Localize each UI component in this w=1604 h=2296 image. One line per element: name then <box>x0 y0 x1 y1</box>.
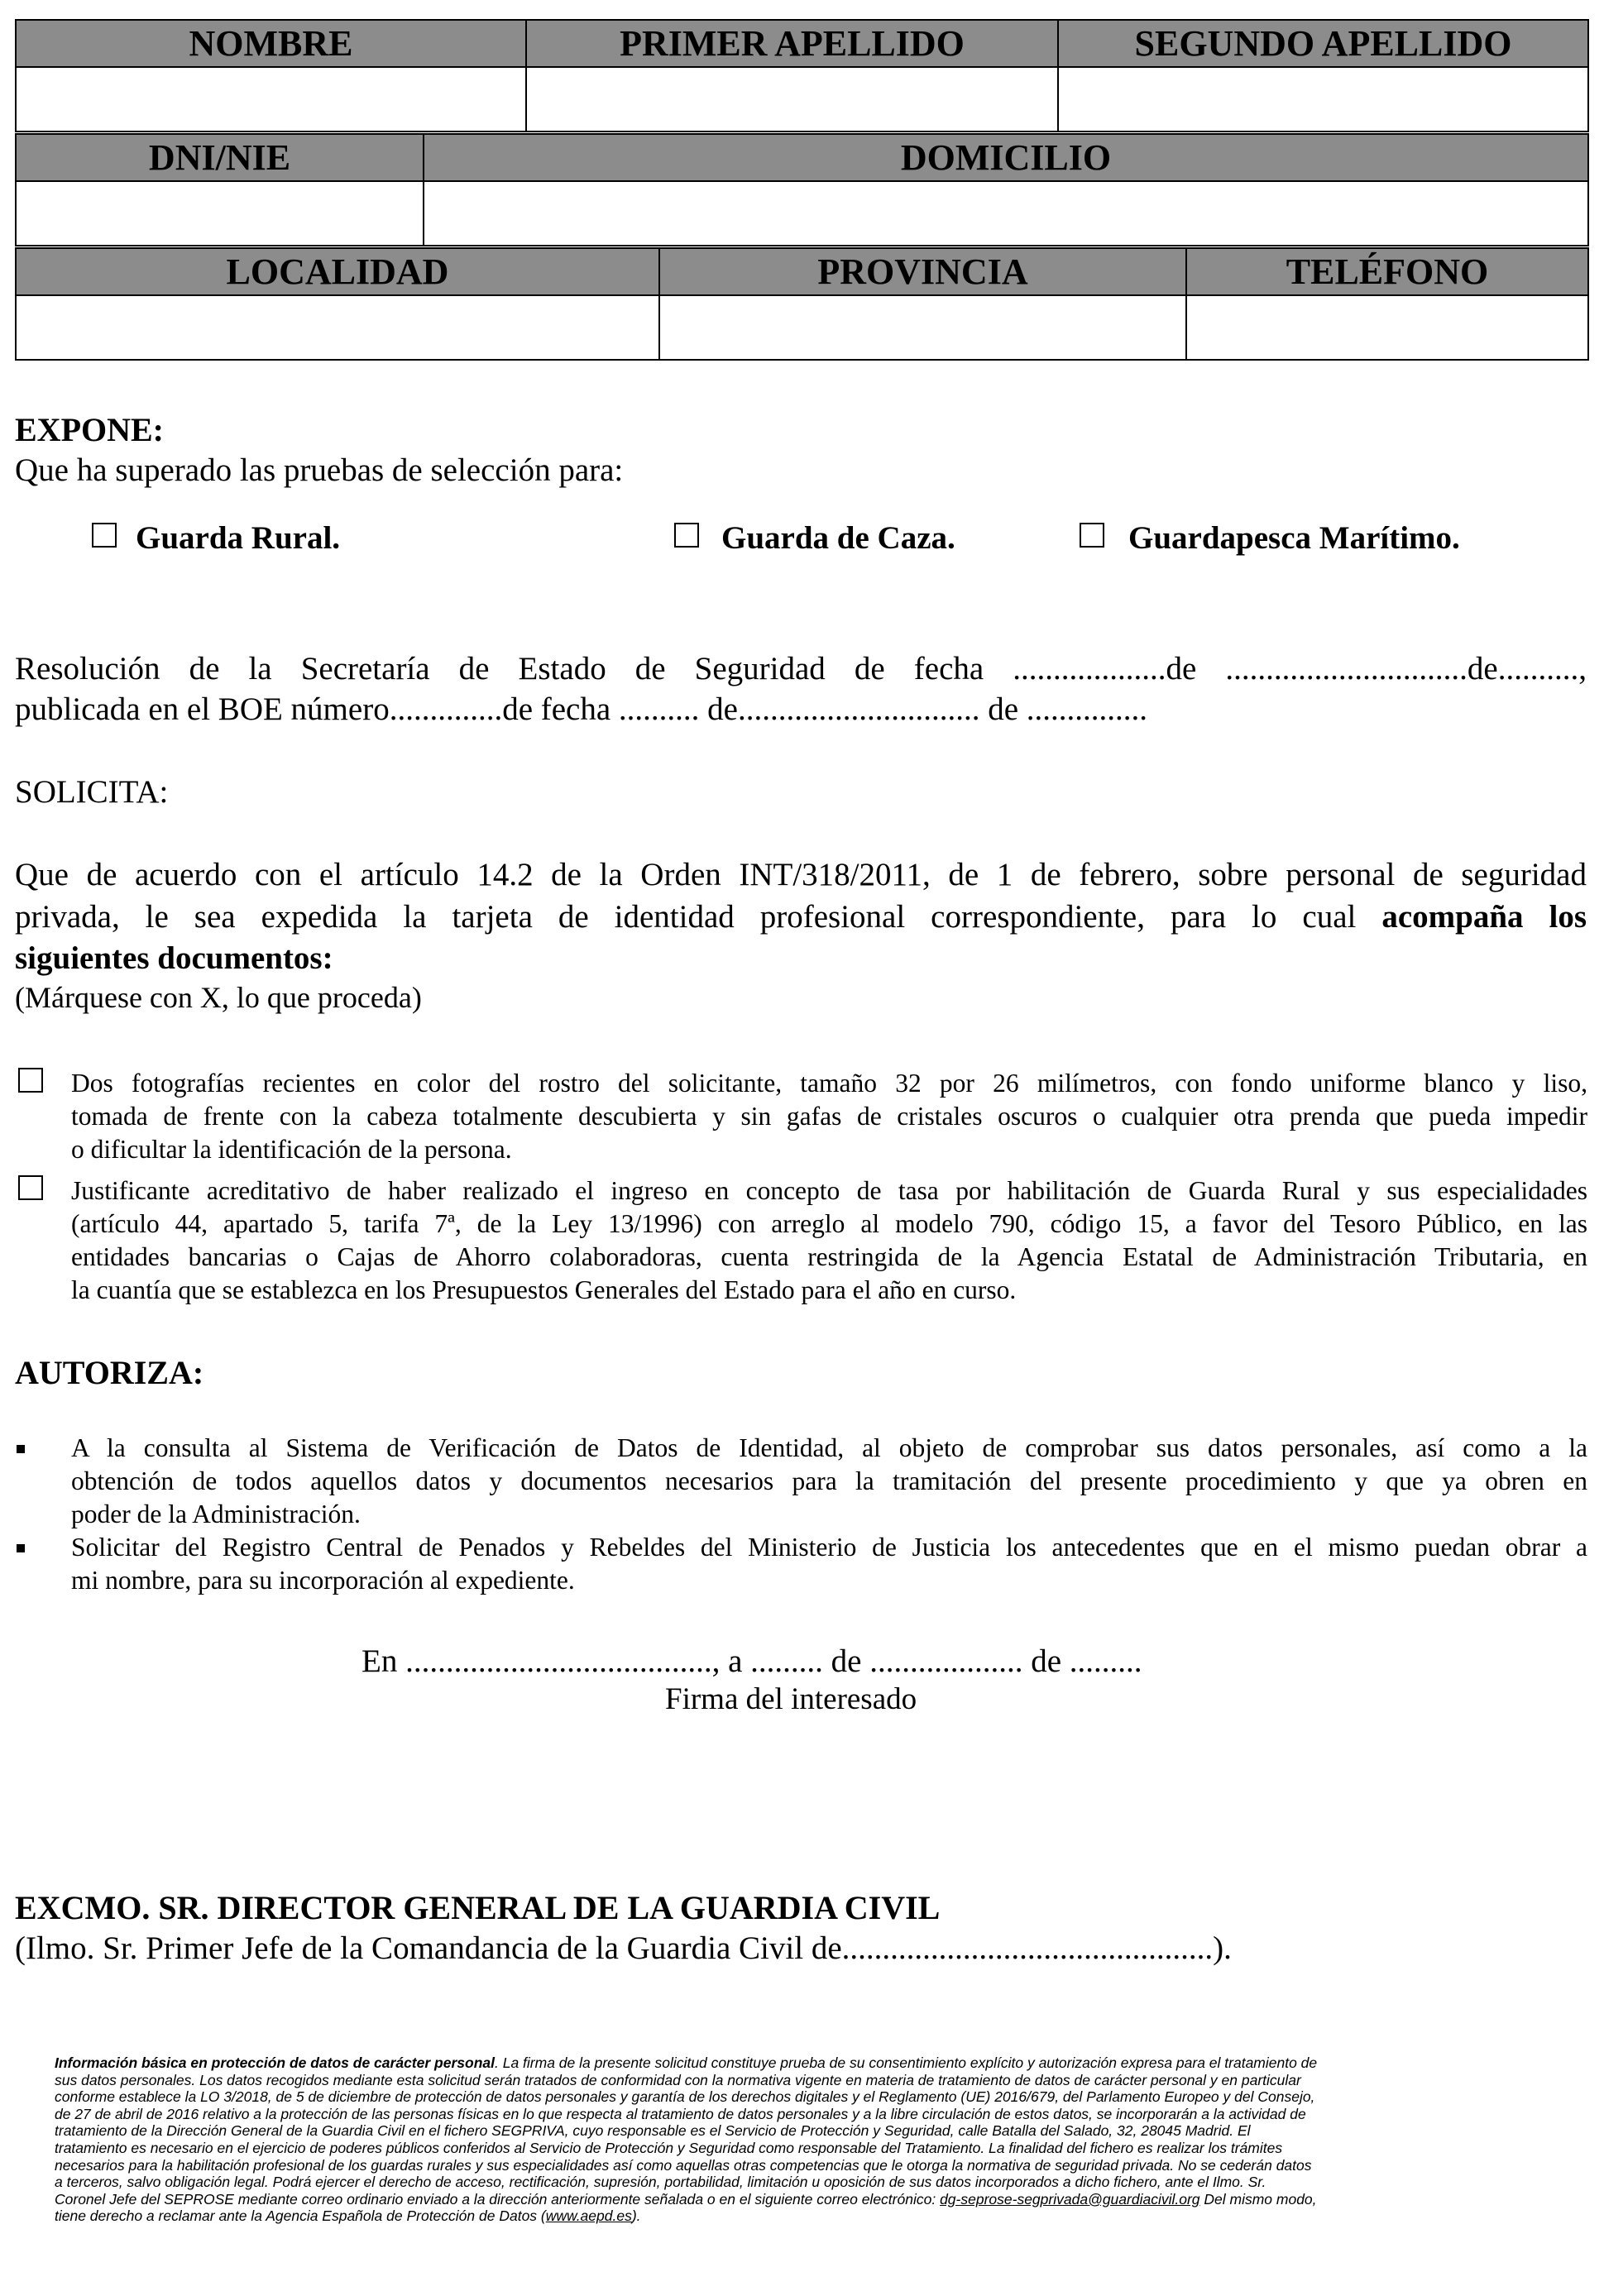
autoriza-heading: AUTORIZA: <box>15 1354 204 1391</box>
nombre-cell <box>16 67 526 132</box>
aepd-link[interactable]: www.aepd.es <box>545 2208 632 2225</box>
doc1-line-3: o dificultar la identificación de la persona. <box>71 1135 512 1164</box>
notice-line-5: tratamiento de la Dirección General de la Guardia Civil en el fichero SEGPRIVA, cuyo responsable es el Servicio de Protección y Seguridad, calle Batalla del Salado, 32, 28045 Madrid. El <box>55 2122 1251 2140</box>
telefono-field[interactable] <box>1187 296 1587 359</box>
primer-apellido-field[interactable] <box>527 68 1057 131</box>
notice-line-9 <box>55 2191 1587 2208</box>
notice-line-1 <box>55 2054 1587 2072</box>
dni-field[interactable] <box>17 182 423 245</box>
resolucion-line-2: publicada en el BOE número..............de fecha .......... de.............................. de ............... <box>15 691 1148 727</box>
localidad-header: LOCALIDAD <box>16 248 659 295</box>
guarda-caza-checkbox[interactable] <box>674 523 699 548</box>
notice-line-8: a terceros, salvo obligación legal. Podrá ejercer el derecho de acceso, rectificación, supresión, portabilidad, limitación u oposición de sus datos incorporados a dicho fichero, ante el Ilmo. Sr. <box>55 2174 1266 2191</box>
doc2-line-4: la cuantía que se establezca en los Presupuestos Generales del Estado para el año en curso. <box>71 1275 1017 1304</box>
acompana-bold: acompaña los <box>1381 899 1587 935</box>
notice-line-1-text: . La firma de la presente solicitud constituye prueba de su consentimiento explícito y autorización expresa para el tratamiento de <box>494 2054 1318 2071</box>
destinatario-line-1: EXCMO. SR. DIRECTOR GENERAL DE LA GUARDIA CIVIL <box>15 1889 941 1926</box>
solicita-line-2 <box>15 898 1587 936</box>
telefono-header: TELÉFONO <box>1186 248 1588 295</box>
guardapesca-label: Guardapesca Marítimo. <box>1128 520 1460 556</box>
autoriza-item2-line-1: Solicitar del Registro Central de Penados y Rebeldes del Ministerio de Justicia los antecedentes que en el mismo puedan obrar a <box>71 1533 1587 1562</box>
solicita-heading: SOLICITA: <box>15 774 169 810</box>
autoriza-item1-line-1: A la consulta al Sistema de Verificación de Datos de Identidad, al objeto de comprobar sus datos personales, así como a la <box>71 1433 1587 1462</box>
telefono-cell <box>1186 295 1588 360</box>
siguientes-documentos: siguientes documentos: <box>15 940 333 976</box>
doc1-line-1: Dos fotografías recientes en color del rostro del solicitante, tamaño 32 por 26 milímetros, con fondo uniforme blanco y liso, <box>71 1069 1587 1098</box>
guarda-rural-checkbox[interactable] <box>92 523 117 548</box>
provincia-cell <box>659 295 1186 360</box>
email-link[interactable]: dg-seprose-segprivada@guardiacivil.org <box>940 2190 1200 2208</box>
segundo-apellido-cell <box>1058 67 1588 132</box>
doc2-line-1: Justificante acreditativo de haber realizado el ingreso en concepto de tasa por habilitación de Guarda Rural y sus especialidades <box>71 1176 1587 1205</box>
fotografias-checkbox[interactable] <box>18 1068 43 1093</box>
segundo-apellido-field[interactable] <box>1059 68 1587 131</box>
dni-header: DNI/NIE <box>16 134 424 181</box>
autoriza-item1-line-3: poder de la Administración. <box>71 1500 361 1528</box>
guarda-caza-label: Guarda de Caza. <box>721 520 955 556</box>
primer-apellido-cell <box>526 67 1058 132</box>
doc2-line-3: entidades bancarias o Cajas de Ahorro colaboradoras, cuenta restringida de la Agencia Estatal de Administración Tributaria, en <box>71 1242 1587 1271</box>
primer-apellido-header: PRIMER APELLIDO <box>526 20 1058 67</box>
localidad-field[interactable] <box>17 296 658 359</box>
notice-line-10-end: ). <box>631 2208 641 2225</box>
notice-title: Información básica en protección de datos de carácter personal <box>55 2054 495 2071</box>
data-protection-notice <box>55 2054 1587 2225</box>
notice-line-10 <box>55 2208 1587 2225</box>
domicilio-cell <box>424 181 1588 246</box>
domicilio-header: DOMICILIO <box>424 134 1588 181</box>
guardapesca-checkbox[interactable] <box>1080 523 1104 548</box>
notice-line-3: conforme establece la LO 3/2018, de 5 de diciembre de protección de datos personales y garantía de los derechos digitales y el Reglamento (UE) 2016/679, del Parlamento Europeo y del Consejo, <box>55 2088 1315 2106</box>
fecha-lugar-line: En ......................................, a ......... de ................... de ......... <box>361 1643 1142 1679</box>
resolucion-line-1: Resolución de la Secretaría de Estado de Seguridad de fecha ...................de ..............................de.........., <box>15 651 1587 686</box>
bullet-icon <box>17 1445 25 1453</box>
notice-line-10-text: tiene derecho a reclamar ante la Agencia Española de Protección de Datos ( <box>55 2208 546 2225</box>
firma-label: Firma del interesado <box>665 1682 917 1716</box>
localidad-cell <box>16 295 659 360</box>
provincia-header: PROVINCIA <box>659 248 1186 295</box>
autoriza-item1-line-2: obtención de todos aquellos datos y documentos necesarios para la tramitación del presente procedimiento y que ya obren en <box>71 1466 1587 1495</box>
notice-line-9-text: Coronel Jefe del SEPROSE mediante correo ordinario enviado a la dirección anteriormente señalada o en el siguiente correo electrónico: <box>55 2190 941 2208</box>
personal-data-table-row3 <box>15 247 1589 361</box>
personal-data-table-row1 <box>15 19 1589 132</box>
justificante-checkbox[interactable] <box>18 1175 43 1200</box>
autoriza-item2-line-2: mi nombre, para su incorporación al expediente. <box>71 1566 575 1595</box>
notice-line-9-end: Del mismo modo, <box>1199 2190 1317 2208</box>
personal-data-table-row2 <box>15 133 1589 246</box>
dni-cell <box>16 181 424 246</box>
nombre-field[interactable] <box>17 68 525 131</box>
guarda-rural-label: Guarda Rural. <box>136 520 341 556</box>
solicita-line-1: Que de acuerdo con el artículo 14.2 de la Orden INT/318/2011, de 1 de febrero, sobre personal de seguridad <box>15 857 1587 892</box>
doc2-line-2: (artículo 44, apartado 5, tarifa 7ª, de la Ley 13/1996) con arreglo al modelo 790, código 15, a favor del Tesoro Público, en las <box>71 1209 1587 1238</box>
notice-line-6: tratamiento es necesario en el ejercicio de poderes públicos conferidos al Servicio de Protección y Seguridad como responsable del Tratamiento. La finalidad del fichero es realizar los trámites <box>55 2139 1283 2156</box>
domicilio-field[interactable] <box>424 182 1587 245</box>
notice-line-2: sus datos personales. Los datos recogidos mediante esta solicitud serán tratados de conformidad con la normativa vigente en materia de tratamiento de datos de carácter personal y en particular <box>55 2071 1301 2088</box>
solicita-line-2-text: privada, le sea expedida la tarjeta de identidad profesional correspondiente, para lo cual <box>15 899 1382 935</box>
expone-heading: EXPONE: <box>15 411 164 448</box>
provincia-field[interactable] <box>660 296 1185 359</box>
destinatario-line-2: (Ilmo. Sr. Primer Jefe de la Comandancia de la Guardia Civil de..............................................). <box>15 1930 1232 1966</box>
nombre-header: NOMBRE <box>16 20 526 67</box>
notice-line-7: necesarios para la habilitación profesional de los guardas rurales y sus especialidades así como aquellas otras competencias que le otorga la normativa de seguridad privada. No se cederán datos <box>55 2156 1312 2174</box>
segundo-apellido-header: SEGUNDO APELLIDO <box>1058 20 1588 67</box>
bullet-icon <box>17 1544 25 1552</box>
notice-line-4: de 27 de abril de 2016 relativo a la protección de las personas físicas en lo que respecta al tratamiento de datos personales y a la libre circulación de estos datos, se incorporarán a la actividad de <box>55 2105 1306 2122</box>
marquese-note: (Márquese con X, lo que proceda) <box>15 981 422 1014</box>
doc1-line-2: tomada de frente con la cabeza totalmente descubierta y sin gafas de cristales oscuros o cualquier otra prenda que pueda impedir <box>71 1102 1587 1131</box>
expone-intro: Que ha superado las pruebas de selección para: <box>15 452 624 488</box>
